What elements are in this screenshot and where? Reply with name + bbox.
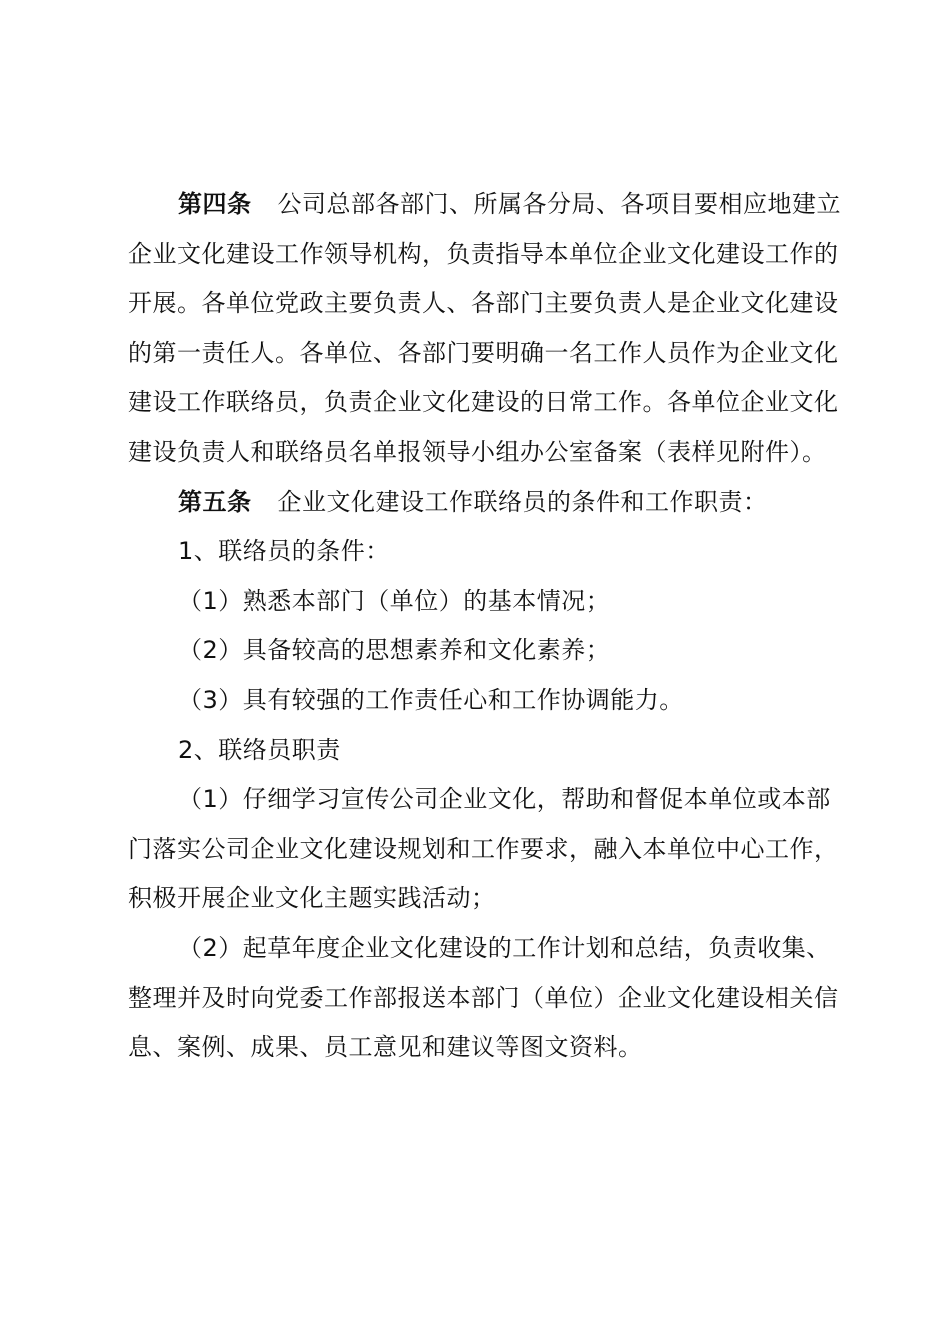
section-1-title: 1、联络员的条件： <box>178 537 390 566</box>
article-4-heading: 第四条 <box>178 190 252 218</box>
article-4-text: 公司总部各部门、所属各分局、各项目要相应地建立企业文化建设工作领导机构，负责指导本单位企业文化建设工作的开展。各单位党政主要负责人、各部门主要负责人是企业文化建设的第一责任人。各单位、各部门要明确一名工作人员作为企业文化建设工作联络员，负责企业文化建设的日常工作。各单位企业文化建设负责人和联络员名单报领导小组办公室备案（表样见附件）。 <box>128 190 841 466</box>
section-1-item-2: （2）具备较高的思想素养和文化素养； <box>178 636 611 665</box>
article-5-text: 企业文化建设工作联络员的条件和工作职责： <box>277 487 768 516</box>
article-5-paragraph <box>128 478 848 528</box>
article-4-paragraph <box>128 180 848 478</box>
section-2-item-1: （1）仔细学习宣传公司企业文化，帮助和督促本单位或本部门落实公司企业文化建设规划和工作要求，融入本单位中心工作，积极开展企业文化主题实践活动； <box>128 785 839 913</box>
section-2-title: 2、联络员职责 <box>178 735 341 764</box>
document-body <box>128 180 848 1073</box>
section-2-item-2: （2）起草年度企业文化建设的工作计划和总结，负责收集、整理并及时向党委工作部报送本部门（单位）企业文化建设相关信息、案例、成果、员工意见和建议等图文资料。 <box>128 933 839 1062</box>
section-1-item-1: （1）熟悉本部门（单位）的基本情况； <box>178 586 611 615</box>
article-5-heading: 第五条 <box>178 487 252 516</box>
section-1-item-3: （3）具有较强的工作责任心和工作协调能力。 <box>178 685 684 714</box>
